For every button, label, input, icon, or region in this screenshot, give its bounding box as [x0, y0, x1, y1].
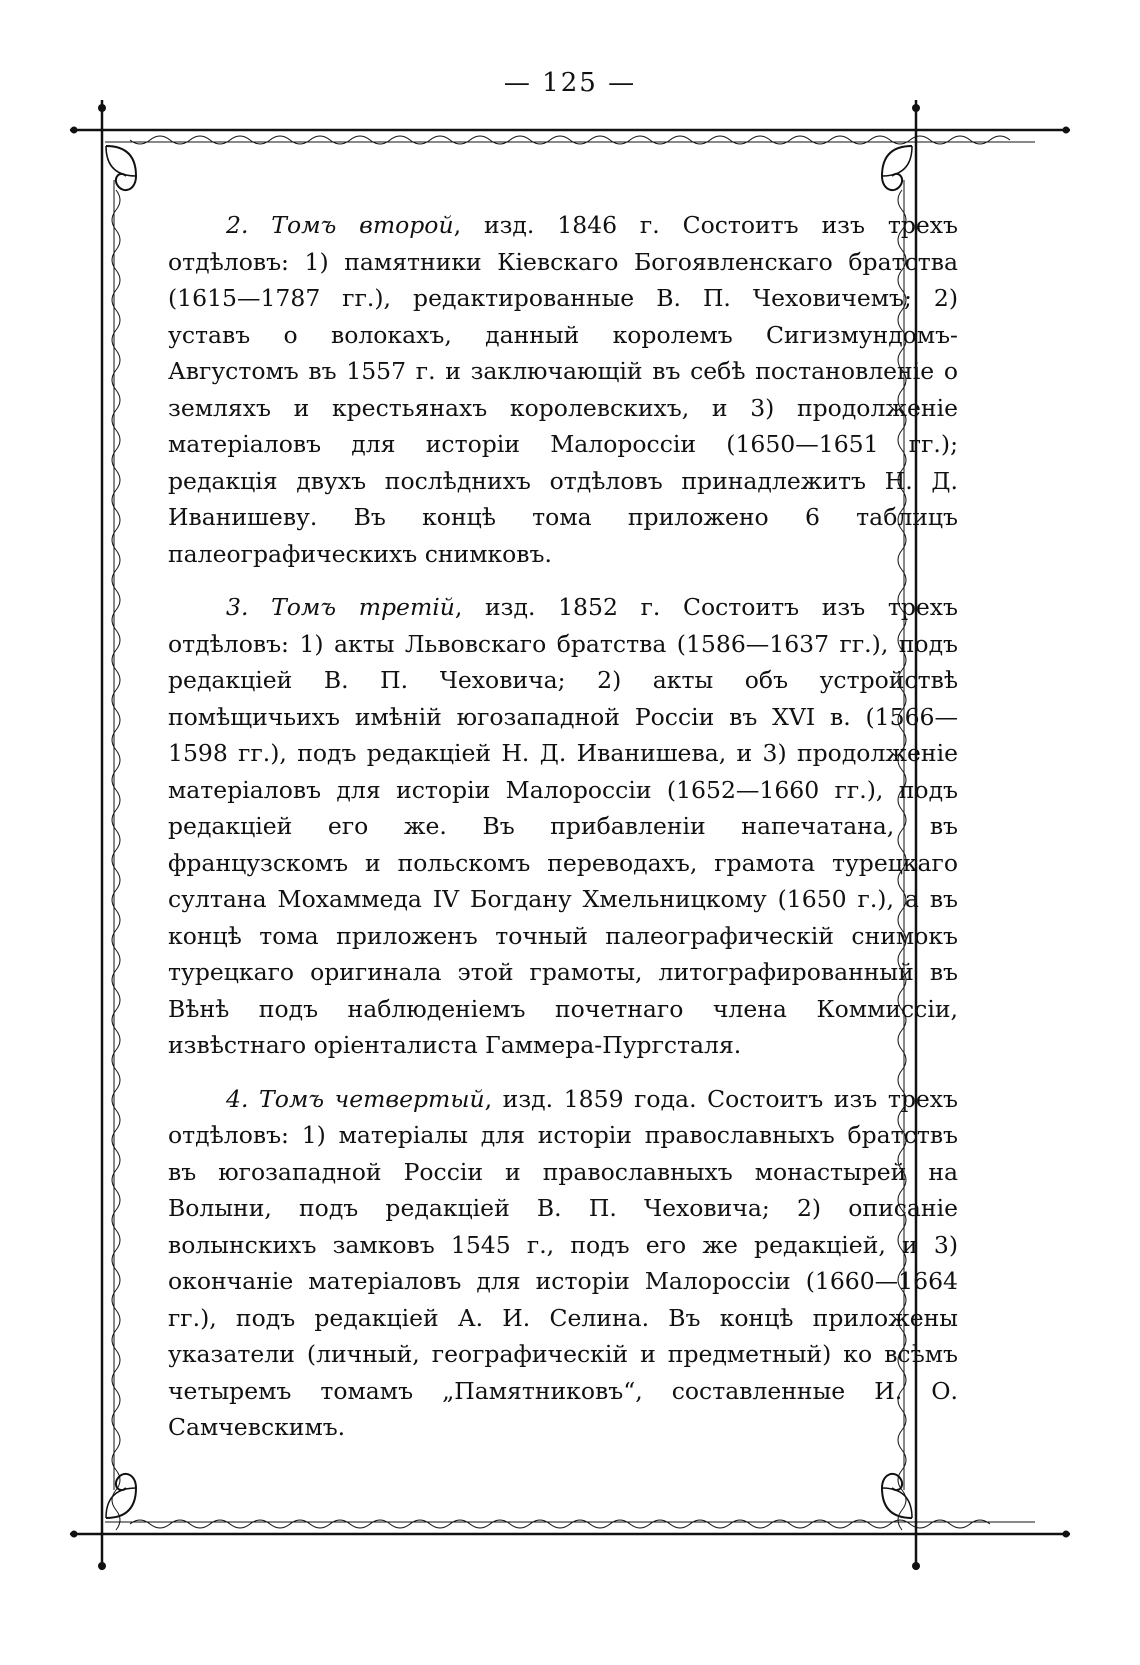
paragraph-text: , изд. 1852 г. Состоитъ изъ трехъ отдѣловъ: 1) акты Львовскаго братства (1586—1637 гг.), подъ редакціей В. П. Чеховича; 2) акты объ устройствѣ помѣщичьихъ имѣній югозападной Россіи въ XVI в. (1566—1598 гг.), подъ редакціей Н. Д. Иванишева, и 3) продолженіе матеріаловъ для исторіи Малороссіи (1652—1660 гг.), подъ редакціей его же. Въ прибавленіи напечатана, въ французскомъ и польскомъ переводахъ, грамота турецкаго султана Мохаммеда IV Богдану Хмельницкому (1650 г.), а въ концѣ тома приложенъ точный палеографическій снимокъ турецкаго оригинала этой грамоты, литографированный въ Вѣнѣ подъ наблюденіемъ почетнаго члена Коммиссіи, извѣстнаго оріенталиста Гаммера-Пургсталя.: [168, 593, 958, 1059]
volume-heading: 4. Томъ четвертый: [226, 1084, 485, 1113]
paragraph-text: , изд. 1846 г. Состоитъ изъ трехъ отдѣловъ: 1) памятники Кіевскаго Богоявленскаго братства (1615—1787 гг.), редактированные В. П. Чеховичемъ; 2) уставъ о волокахъ, данный королемъ Сигизмундомъ-Августомъ въ 1557 г. и заключающій въ себѣ постановленіе о земляхъ и крестьянахъ королевскихъ, и 3) продолженіе матеріаловъ для исторіи Малороссіи (1650—1651 гг.); редакція двухъ послѣднихъ отдѣловъ принадлежитъ Н. Д. Иванишеву. Въ концѣ тома приложено 6 таблицъ палеографическихъ снимковъ.: [168, 211, 958, 568]
page-number: — 125 —: [503, 68, 637, 98]
text-body: [168, 207, 958, 1463]
paragraph-volume-3: [168, 589, 958, 1064]
paragraph-volume-4: [168, 1081, 958, 1446]
volume-heading: 3. Томъ третій: [226, 593, 455, 621]
volume-heading: 2. Томъ второй: [226, 211, 454, 239]
paragraph-text: , изд. 1859 года. Состоитъ изъ трехъ отдѣловъ: 1) матеріалы для исторіи православныхъ братствъ въ югозападной Россіи и православныхъ монастырей на Волыни, подъ редакціей В. П. Чеховича; 2) описаніе волынскихъ замковъ 1545 г., подъ его же редакціей, и 3) окончаніе матеріаловъ для исторіи Малороссіи (1660—1664 гг.), подъ редакціей А. И. Селина. Въ концѣ приложены указатели (личный, географическій и предметный) ко всѣмъ четыремъ томамъ „Памятниковъ“, составленные И. О. Самчевскимъ.: [168, 1084, 958, 1441]
paragraph-volume-2: [168, 207, 958, 572]
